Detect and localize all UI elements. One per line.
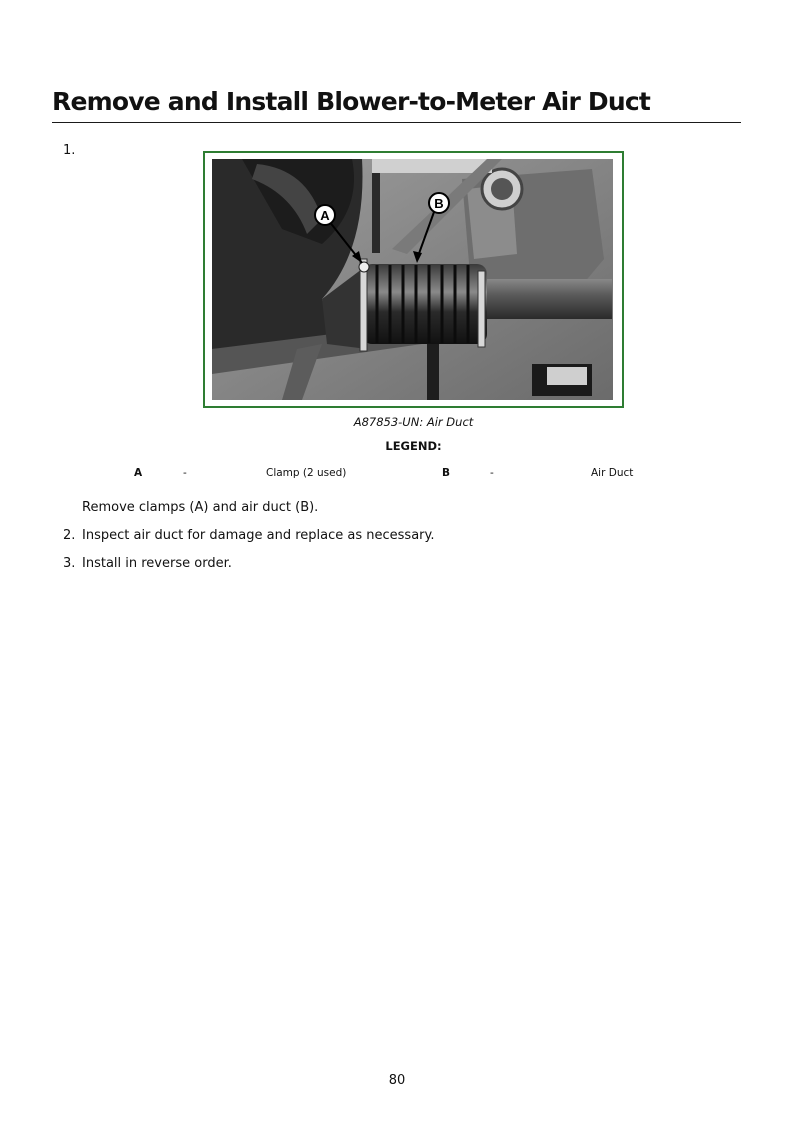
step-3-number: 3. <box>63 556 76 571</box>
callout-a-label: A <box>320 208 330 223</box>
step-3-text: Install in reverse order. <box>82 556 232 571</box>
page-number: 80 <box>388 1073 406 1088</box>
page-title: Remove and Install Blower-to-Meter Air Duct <box>52 87 650 116</box>
figure-frame <box>203 151 624 408</box>
legend-description-a: Clamp (2 used) <box>266 467 347 479</box>
legend-description-b: Air Duct <box>591 467 634 479</box>
title-divider <box>52 122 741 123</box>
legend-key-b: B <box>442 467 451 479</box>
step-1-number: 1. <box>63 143 76 158</box>
legend-key-a: A <box>134 467 143 479</box>
callout-b-label: B <box>434 196 444 211</box>
step-2-number: 2. <box>63 528 76 543</box>
legend-separator-a: - <box>183 467 187 479</box>
legend-separator-b: - <box>490 467 494 479</box>
step-1-text: Remove clamps (A) and air duct (B). <box>82 500 319 515</box>
air-duct-photo <box>212 159 613 400</box>
step-2-text: Inspect air duct for damage and replace as necessary. <box>82 528 435 543</box>
figure-caption: A87853-UN: Air Duct <box>353 415 474 429</box>
legend-title: LEGEND: <box>385 439 442 453</box>
